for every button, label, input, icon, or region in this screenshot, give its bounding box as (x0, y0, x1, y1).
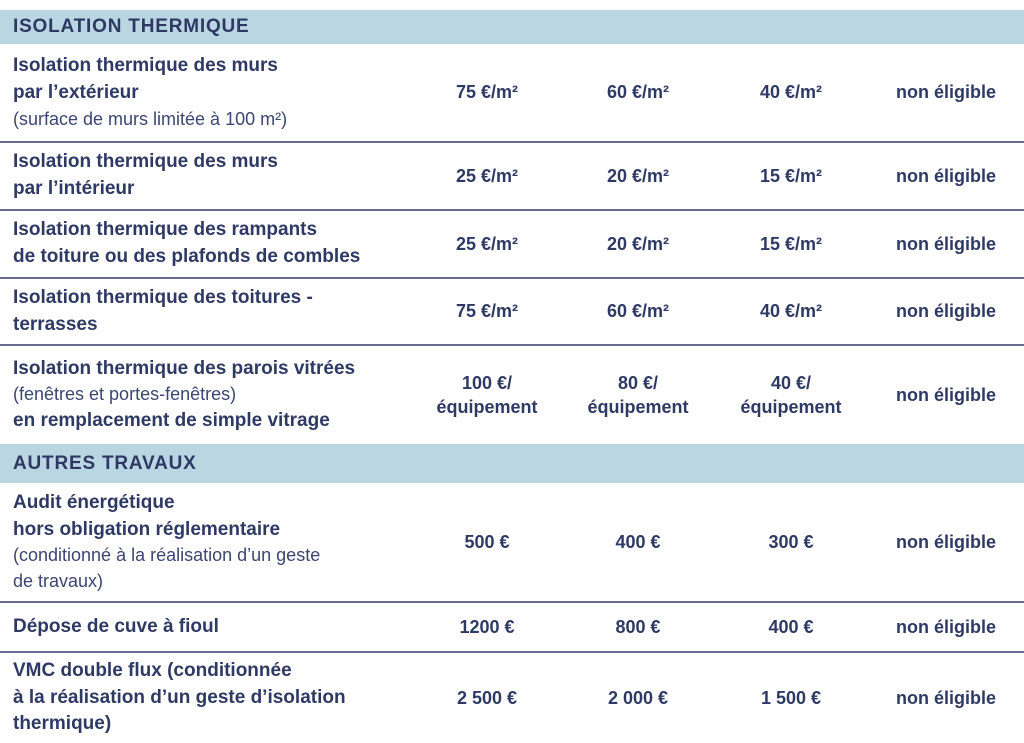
amount-cell: non éligible (895, 165, 996, 186)
row-label (0, 658, 412, 738)
row-label-line: par l’extérieur (13, 81, 139, 103)
row-audit-energetique (0, 483, 1024, 601)
amount-cell: non éligible (895, 82, 996, 103)
row-label-line: hors obligation réglementaire (13, 518, 281, 540)
row-label (0, 217, 412, 270)
row-label (0, 149, 412, 202)
row-label-note: (surface de murs limitée à 100 m²) (13, 108, 288, 129)
section-header-autres-travaux (0, 444, 1024, 483)
row-isolation-murs-exterieur (0, 44, 1024, 141)
row-label-line: Isolation thermique des murs (13, 55, 278, 77)
amount-cell: 300 € (768, 531, 814, 552)
amount-cell: non éligible (895, 687, 996, 708)
amount-cell: 400 € (768, 616, 814, 637)
row-label (0, 614, 412, 641)
row-label-line: en remplacement de simple vitrage (13, 409, 330, 431)
row-isolation-parois-vitrees (0, 344, 1024, 444)
row-isolation-rampants-toiture (0, 209, 1024, 277)
section-header-isolation-thermique (0, 10, 1024, 44)
amount-cell: 40 €/ équipement (740, 372, 842, 417)
row-label-line: par l’intérieur (13, 178, 135, 199)
row-label (0, 490, 412, 594)
row-isolation-murs-interieur (0, 141, 1024, 209)
row-label (0, 285, 412, 338)
row-label-note: (fenêtres et portes-fenêtres) (13, 384, 237, 405)
row-isolation-toitures-terrasses (0, 277, 1024, 344)
amount-cell: 15 €/m² (759, 233, 823, 254)
amount-cell: 1200 € (459, 616, 515, 637)
amount-cell: 40 €/m² (759, 301, 823, 322)
row-label-line: à la réalisation d’un geste d’isolation (13, 686, 346, 708)
amount-cell: 20 €/m² (606, 233, 670, 254)
amount-cell: 400 € (615, 531, 661, 552)
amount-cell: 75 €/m² (455, 301, 519, 322)
amount-cell: non éligible (895, 616, 996, 637)
amount-cell: 2 500 € (456, 687, 518, 708)
amount-cell: 75 €/m² (455, 82, 519, 103)
section-header-label: AUTRES TRAVAUX (13, 452, 197, 474)
amount-cell: 2 000 € (607, 687, 669, 708)
section-isolation-thermique (0, 44, 1024, 444)
row-label-line: VMC double flux (conditionnée (13, 660, 292, 682)
row-vmc-double-flux (0, 651, 1024, 743)
amount-cell: 500 € (464, 531, 510, 552)
row-label-line: Isolation thermique des parois vitrées (13, 357, 356, 379)
amount-cell: 15 €/m² (759, 165, 823, 186)
row-label-note: de travaux) (13, 570, 104, 591)
row-depose-cuve-fioul (0, 601, 1024, 651)
amount-cell: 25 €/m² (455, 165, 519, 186)
row-label-line: Isolation thermique des murs (13, 151, 278, 173)
amount-cell: non éligible (895, 384, 996, 405)
amount-cell: non éligible (895, 531, 996, 552)
row-label-line: thermique) (13, 713, 112, 735)
row-label-line: Isolation thermique des toitures - (13, 286, 313, 308)
amount-cell: non éligible (895, 233, 996, 254)
section-header-label: ISOLATION THERMIQUE (13, 16, 250, 37)
amount-cell: 40 €/m² (759, 82, 823, 103)
row-label-line: Isolation thermique des rampants (13, 219, 318, 241)
row-label (0, 53, 412, 131)
top-margin (0, 0, 1024, 10)
amount-cell: 60 €/m² (606, 301, 670, 322)
row-label-line: de toiture ou des plafonds de combles (13, 246, 361, 267)
amount-cell: non éligible (895, 301, 996, 322)
amount-cell: 100 €/ équipement (436, 372, 538, 417)
amount-cell: 25 €/m² (455, 233, 519, 254)
section-autres-travaux (0, 483, 1024, 743)
row-label-line: Dépose de cuve à fioul (13, 615, 219, 637)
amount-cell: 60 €/m² (606, 82, 670, 103)
row-label-line: terrasses (13, 313, 98, 335)
row-label (0, 356, 412, 434)
row-label-note: (conditionné à la réalisation d’un geste (13, 545, 321, 566)
amount-cell: 80 €/ équipement (587, 372, 689, 417)
amount-cell: 800 € (615, 616, 661, 637)
amount-cell: 1 500 € (760, 687, 822, 708)
amount-cell: 20 €/m² (606, 165, 670, 186)
row-label-line: Audit énergétique (13, 492, 175, 514)
